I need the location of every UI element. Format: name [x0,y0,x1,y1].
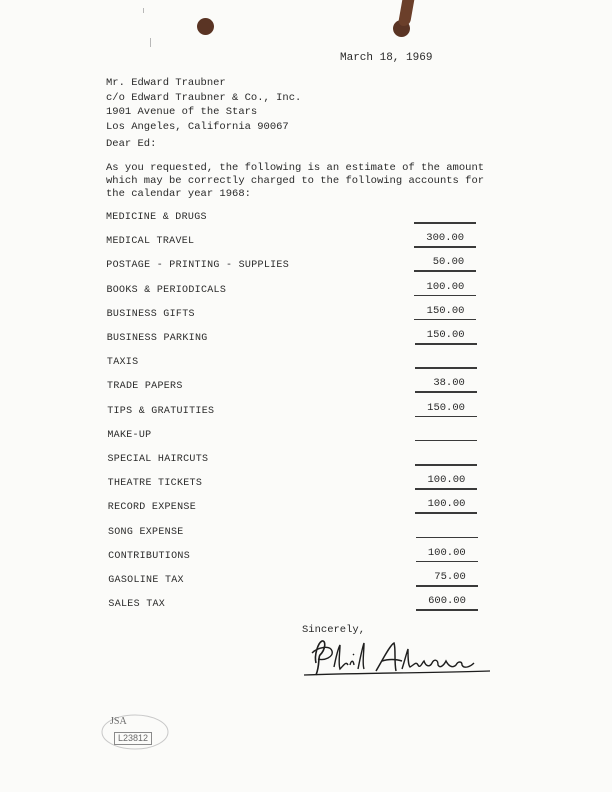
expense-item-label: GASOLINE TAX [108,575,184,586]
expense-amount-line [415,464,477,466]
expense-item-label: POSTAGE - PRINTING - SUPPLIES [106,260,290,272]
expense-item-amount: 150.00 [427,401,465,414]
expense-item-label: SPECIAL HAIRCUTS [107,454,209,465]
expense-amount-line [415,416,477,418]
expense-item-label: TIPS & GRATUITIES [107,405,215,417]
address-line: c/o Edward Traubner & Co., Inc. [106,91,302,104]
expense-amount-line [415,488,477,490]
expense-amount-line [414,246,476,248]
address-line: 1901 Avenue of the Stars [106,106,258,118]
expense-item-amount: 75.00 [434,571,466,583]
expense-item-label: TAXIS [106,357,139,369]
paper-mark [150,38,151,47]
expense-item-amount: 38.00 [433,377,465,390]
expense-item-amount: 50.00 [432,256,465,269]
expense-item-label: CONTRIBUTIONS [108,550,191,562]
expense-item-label: MAKE-UP [107,429,152,441]
closing: Sincerely, [302,624,366,636]
expense-item-label: MEDICINE & DRUGS [106,212,207,223]
address-line: Mr. Edward Traubner [106,77,226,89]
expense-amount-line [415,367,477,369]
expense-item-label: BUSINESS GIFTS [106,308,195,320]
expense-item-amount: 100.00 [427,474,466,487]
expense-amount-line [414,295,476,297]
expense-amount-line [414,222,476,224]
recipient-address [106,76,301,134]
intro-line: the calendar year 1968: [106,188,251,200]
letter-date: March 18, 1969 [340,52,433,64]
expense-item-amount: 600.00 [428,595,466,608]
expense-item-amount: 300.00 [426,232,465,245]
address-line: Los Angeles, California 90067 [106,120,289,133]
expense-amount-line [416,609,478,611]
expense-amount-line [416,585,478,587]
expense-item-label: BUSINESS PARKING [106,333,208,344]
expense-amount-line [415,391,477,393]
expense-amount-line [416,561,478,563]
expense-amount-line [414,319,476,321]
intro-line: As you requested, the following is an estimate of the amount [106,162,485,174]
expense-item-label: THEATRE TICKETS [107,478,203,490]
expense-amount-line [415,440,477,442]
expense-item-label: MEDICAL TRAVEL [106,236,195,248]
handwritten-signature [298,635,498,685]
expense-item-label: TRADE PAPERS [107,381,183,393]
expense-amount-line [415,343,477,345]
expense-item-label: SONG EXPENSE [107,526,184,538]
salutation: Dear Ed: [106,138,157,150]
expense-item-amount: 100.00 [427,498,466,511]
expense-item-amount: 100.00 [426,280,465,293]
jsa-label: JSA [110,716,127,727]
expense-item-amount: 150.00 [426,304,465,317]
jsa-certificate-number: L23812 [114,732,152,745]
expense-item-amount: 100.00 [427,546,466,559]
paper-mark [143,8,144,13]
punch-hole-left [197,18,214,35]
punch-hole-tear [398,0,415,26]
intro-paragraph [106,162,506,201]
expense-amount-line [415,512,477,514]
expense-item-amount: 150.00 [426,329,465,341]
expense-amount-line [416,537,478,539]
intro-line: which may be correctly charged to the following accounts for [106,175,485,187]
expense-item-label: SALES TAX [108,599,166,611]
expense-item-label: RECORD EXPENSE [107,502,197,514]
expense-amount-line [414,270,476,272]
expense-item-label: BOOKS & PERIODICALS [106,284,227,296]
